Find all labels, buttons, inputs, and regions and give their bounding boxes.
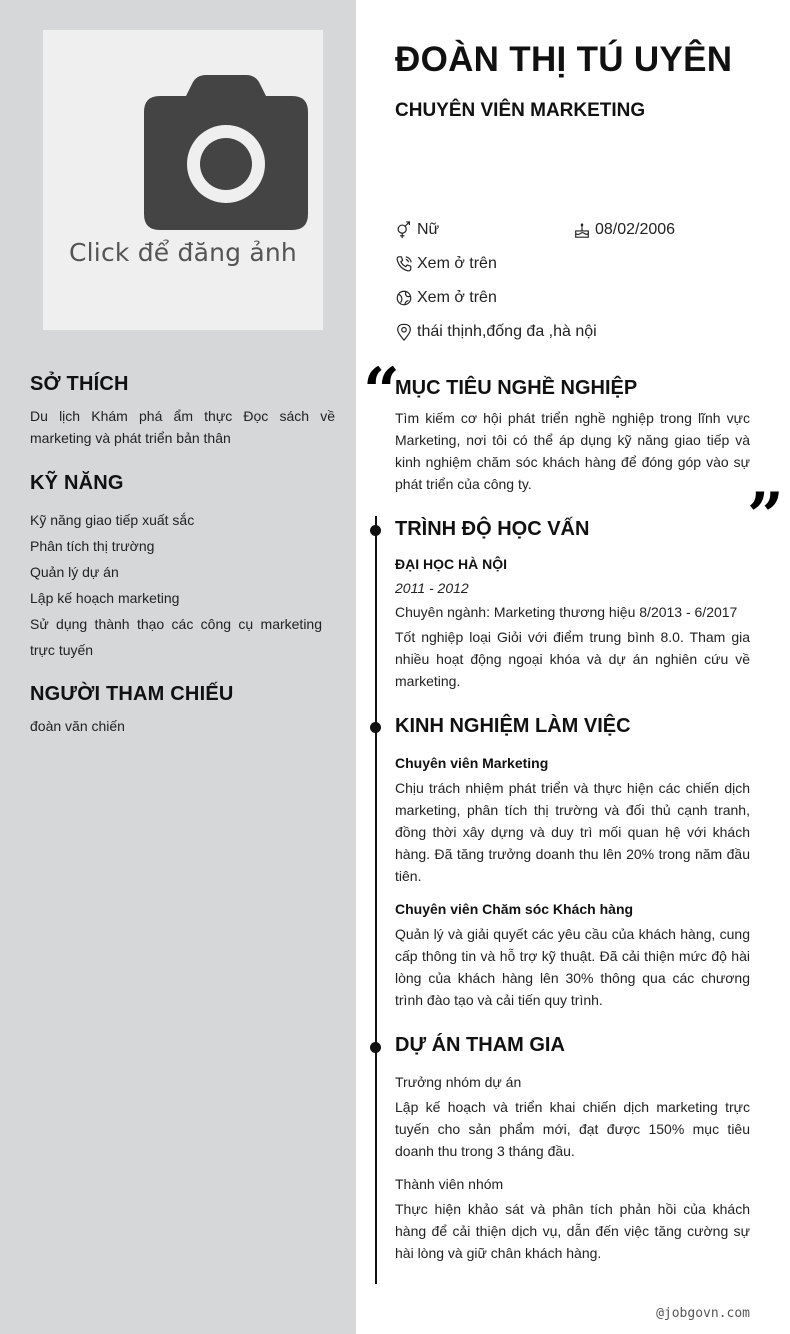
hobbies-title: SỞ THÍCH — [30, 373, 129, 395]
timeline-dot — [370, 1042, 381, 1053]
website-value: Xem ở trên — [417, 289, 497, 306]
references-section — [30, 683, 335, 737]
phone-icon — [395, 255, 413, 273]
projects-title: DỰ ÁN THAM GIA — [395, 1034, 565, 1056]
phone-value: Xem ở trên — [417, 255, 497, 272]
birthday-value: 08/02/2006 — [595, 221, 676, 238]
skill-item: Quản lý dự án — [30, 564, 119, 580]
timeline-dot — [370, 722, 381, 733]
job-description: Quản lý và giải quyết các yêu cầu của khách hàng, cung cấp thông tin và hỗ trợ kỹ thuật. Đã cải thiện mức độ hài lòng của khách hàng lên 30% thông qua các chương trình đào tạo và cải tiến quy trình. — [395, 926, 750, 1008]
birthday-info — [573, 221, 675, 239]
school-name: ĐẠI HỌC HÀ NỘI — [395, 556, 507, 572]
skills-section — [30, 472, 335, 663]
globe-icon — [395, 289, 413, 307]
skill-item: Phân tích thị trường — [30, 538, 155, 554]
job-description: Chịu trách nhiệm phát triển và thực hiện các chiến dịch marketing, phân tích thị trường và đối thủ cạnh tranh, đồng thời xây dựng và duy trì mối quan hệ với khách hàng. Đã tăng trưởng doanh thu lên 20% trong năm đầu tiên. — [395, 780, 750, 884]
hobbies-section — [30, 373, 335, 449]
skill-item: Lập kế hoạch marketing — [30, 590, 180, 606]
experience-title: KINH NGHIỆM LÀM VIỆC — [395, 715, 631, 737]
address-info — [395, 323, 597, 341]
education-title: TRÌNH ĐỘ HỌC VẤN — [395, 518, 590, 540]
objective-title: MỤC TIÊU NGHỀ NGHIỆP — [395, 377, 638, 399]
phone-info — [395, 255, 497, 273]
close-quote-icon: ” — [747, 479, 784, 554]
hobbies-text: Du lịch Khám phá ẩm thực Đọc sách về marketing và phát triển bản thân — [30, 408, 335, 446]
timeline-dot — [370, 525, 381, 536]
education-major: Chuyên ngành: Marketing thương hiệu 8/2013 - 6/2017 — [395, 604, 738, 620]
job-position: Chuyên viên Chăm sóc Khách hàng — [395, 901, 634, 917]
gender-info — [395, 221, 439, 239]
gender-value: Nữ — [417, 221, 440, 238]
project-description: Thực hiện khảo sát và phân tích phản hồi của khách hàng để cải thiện dịch vụ, dẫn đến việc tăng cường sự hài lòng và giữ chân khách hàng. — [395, 1201, 750, 1261]
gender-icon — [395, 221, 413, 239]
project-role: Trưởng nhóm dự án — [395, 1074, 522, 1090]
education-description: Tốt nghiệp loại Giỏi với điểm trung bình 8.0. Tham gia nhiều hoạt động ngoại khóa và dự án nghiên cứu về marketing. — [395, 629, 750, 689]
candidate-name: ĐOÀN THỊ TÚ UYÊN — [395, 40, 733, 79]
photo-upload[interactable] — [43, 30, 323, 330]
address-value: thái thịnh,đống đa ,hà nội — [417, 323, 597, 340]
location-pin-icon — [395, 323, 413, 341]
camera-icon — [142, 74, 310, 232]
birthday-cake-icon — [573, 221, 591, 239]
photo-upload-label: Click để đăng ảnh — [69, 238, 297, 267]
sidebar — [0, 0, 356, 1334]
project-description: Lập kế hoạch và triển khai chiến dịch marketing trực tuyến cho sản phẩm mới, đạt được 150% mục tiêu doanh thu trong 3 tháng đầu. — [395, 1099, 750, 1159]
references-title: NGƯỜI THAM CHIẾU — [30, 683, 234, 705]
timeline-line — [375, 516, 377, 1284]
candidate-role: CHUYÊN VIÊN MARKETING — [395, 100, 646, 121]
objective-text: Tìm kiếm cơ hội phát triển nghề nghiệp trong lĩnh vực Marketing, nơi tôi có thể áp dụng kỹ năng giao tiếp và kinh nghiệm chăm sóc khách hàng để đóng góp vào sự phát triển của công ty. — [395, 410, 750, 492]
watermark: @jobgovn.com — [656, 1306, 750, 1321]
references-text: đoàn văn chiến — [30, 718, 125, 734]
skill-item: Kỹ năng giao tiếp xuất sắc — [30, 512, 195, 528]
skills-title: KỸ NĂNG — [30, 472, 124, 494]
project-role: Thành viên nhóm — [395, 1176, 504, 1192]
job-position: Chuyên viên Marketing — [395, 755, 549, 771]
website-info — [395, 289, 497, 307]
education-years: 2011 - 2012 — [395, 580, 469, 596]
skills-list — [30, 507, 335, 663]
open-quote-icon: “ — [363, 354, 400, 429]
skill-item: Sử dụng thành thạo các công cụ marketing trực tuyến — [30, 616, 322, 658]
